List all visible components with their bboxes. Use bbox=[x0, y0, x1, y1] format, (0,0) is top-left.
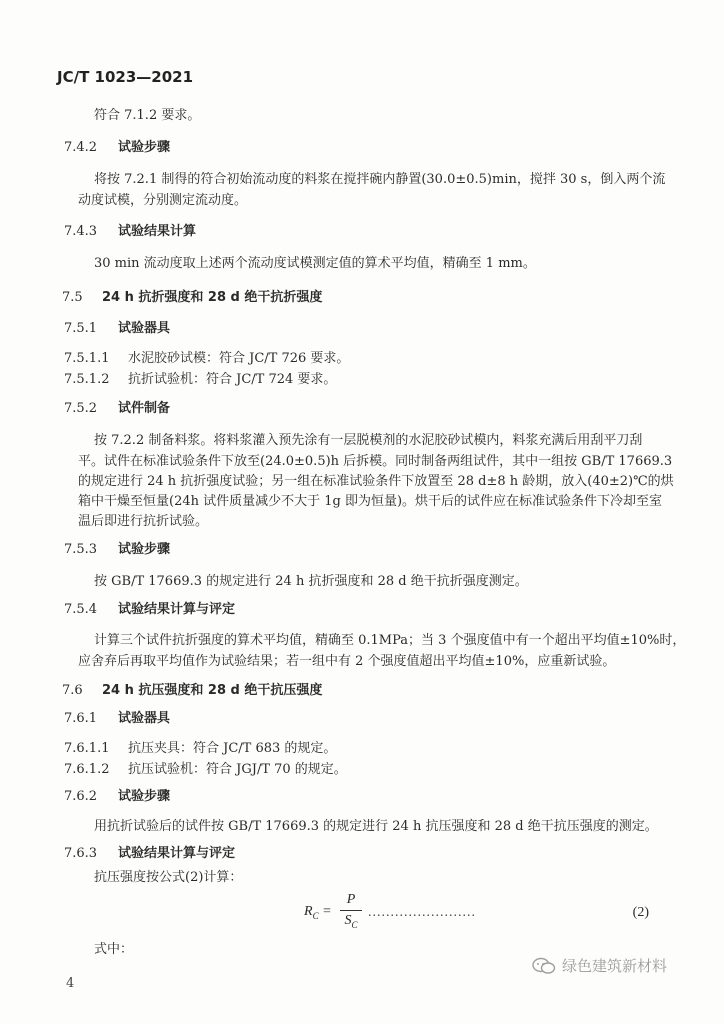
clause-number: 7.5.1.1 bbox=[64, 351, 110, 366]
section-number: 7.5.3 bbox=[64, 542, 98, 557]
formula-denominator-subscript: C bbox=[351, 919, 358, 930]
watermark bbox=[532, 955, 667, 976]
clause-text: 抗压试验机：符合 JGJ/T 70 的规定。 bbox=[128, 762, 347, 777]
formula-number: (2) bbox=[632, 905, 649, 920]
section-title: 24 h 抗折强度和 28 d 绝干抗折强度 bbox=[102, 290, 323, 305]
formula-leader-dots: ........................ bbox=[368, 905, 476, 920]
section-number: 7.6 bbox=[62, 683, 83, 698]
paragraph-text: 应舍弃后再取平均值作为试验结果；若一组中有 2 个强度值超出平均值±10%，应重新试验。 bbox=[78, 654, 616, 669]
formula-lhs-subscript: C bbox=[312, 910, 319, 921]
section-title: 试验结果计算与评定 bbox=[118, 846, 236, 861]
section-number: 7.4.3 bbox=[64, 224, 98, 239]
section-number: 7.6.2 bbox=[64, 789, 98, 804]
paragraph-text: 箱中干燥至恒量(24h 试件质量减少不大于 1g 即为恒量)。烘干后的试件应在标准试验条件下冷却至室 bbox=[78, 494, 663, 509]
watermark-text: 绿色建筑新材料 bbox=[562, 957, 668, 975]
clause-number: 7.6.1.2 bbox=[64, 762, 110, 777]
paragraph-text: 抗压强度按公式(2)计算： bbox=[94, 870, 243, 885]
clause-number: 7.6.1.1 bbox=[64, 741, 110, 756]
section-number: 7.5 bbox=[62, 290, 83, 305]
clause-text: 水泥胶砂试模：符合 JC/T 726 要求。 bbox=[128, 351, 350, 366]
section-number: 7.5.2 bbox=[64, 401, 98, 416]
formula-fraction bbox=[340, 892, 362, 933]
section-title: 试件制备 bbox=[118, 401, 171, 416]
paragraph-text: 动度试模，分别测定流动度。 bbox=[78, 193, 248, 208]
formula-numerator: P bbox=[346, 892, 356, 907]
section-title: 试验结果计算与评定 bbox=[118, 602, 236, 617]
fraction-bar bbox=[340, 910, 362, 911]
paragraph-text: 用抗折试验后的试件按 GB/T 17669.3 的规定进行 24 h 抗压强度和 28 d 绝干抗压强度的测定。 bbox=[94, 819, 658, 834]
section-number: 7.5.4 bbox=[64, 602, 98, 617]
formula-lhs-symbol: R bbox=[304, 904, 313, 919]
formula-2 bbox=[304, 892, 649, 940]
where-label: 式中： bbox=[94, 942, 134, 957]
section-title: 试验结果计算 bbox=[118, 224, 197, 239]
paragraph-text: 按 7.2.2 制备料浆。将料浆灌入预先涂有一层脱模剂的水泥胶砂试模内，料浆充满后用刮平刀刮 bbox=[94, 433, 643, 448]
paragraph-text: 按 GB/T 17669.3 的规定进行 24 h 抗折强度和 28 d 绝干抗折强度测定。 bbox=[94, 574, 528, 589]
standard-code: JC/T 1023—2021 bbox=[57, 68, 194, 86]
section-title: 试验步骤 bbox=[118, 542, 171, 557]
wechat-icon bbox=[532, 957, 556, 975]
paragraph-text: 符合 7.1.2 要求。 bbox=[94, 108, 201, 123]
section-title: 试验器具 bbox=[118, 711, 171, 726]
section-title: 24 h 抗压强度和 28 d 绝干抗压强度 bbox=[102, 683, 323, 698]
paragraph-text: 温后即进行抗折试验。 bbox=[78, 514, 209, 529]
formula-lhs: $R_C$ = bbox=[304, 904, 332, 921]
section-number: 7.5.1 bbox=[64, 321, 98, 336]
section-number: 7.6.1 bbox=[64, 711, 98, 726]
section-number: 7.6.3 bbox=[64, 846, 98, 861]
clause-number: 7.5.1.2 bbox=[64, 372, 110, 387]
clause-text: 抗压夹具：符合 JC/T 683 的规定。 bbox=[128, 741, 337, 756]
section-title: 试验步骤 bbox=[118, 140, 171, 155]
paragraph-text: 的规定进行 24 h 抗折强度试验；另一组在标准试验条件下放置至 28 d±8 h 龄期，放入(40±2)℃的烘 bbox=[78, 474, 674, 489]
formula-denominator bbox=[340, 913, 362, 933]
clause-text: 抗折试验机：符合 JC/T 724 要求。 bbox=[128, 372, 337, 387]
paragraph-text: 将按 7.2.1 制得的符合初始流动度的料浆在搅拌碗内静置(30.0±0.5)min，搅拌 30 s，倒入两个流 bbox=[94, 172, 666, 187]
paragraph-text: 30 min 流动度取上述两个流动度试模测定值的算术平均值，精确至 1 mm。 bbox=[94, 256, 536, 271]
section-title: 试验步骤 bbox=[118, 789, 171, 804]
section-title: 试验器具 bbox=[118, 321, 171, 336]
paragraph-text: 平。试件在标准试验条件下放至(24.0±0.5)h 后拆模。同时制备两组试件，其中一组按 GB/T 17669.3 bbox=[78, 454, 673, 469]
formula-denominator-symbol: S bbox=[344, 913, 352, 928]
paragraph-text: 计算三个试件抗折强度的算术平均值，精确至 0.1MPa；当 3 个强度值中有一个超出平均值±10%时， bbox=[94, 633, 686, 648]
section-number: 7.4.2 bbox=[64, 140, 98, 155]
page-number: 4 bbox=[66, 976, 75, 991]
